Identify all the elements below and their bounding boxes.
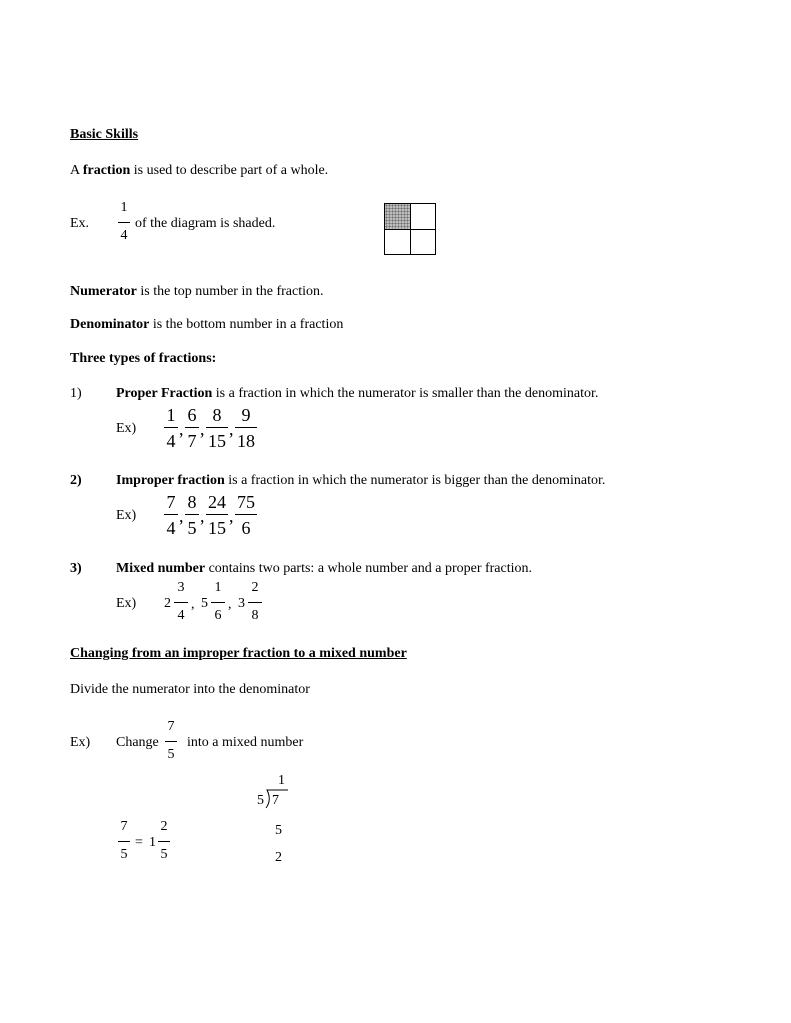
instruction-text: Divide the numerator into the denominator [70,682,310,697]
comma: , [191,597,195,612]
comma: , [179,506,184,526]
fraction: 8 5 [185,493,199,537]
comma: , [179,419,184,439]
type-definition: Mixed number contains two parts: a whole number and a proper fraction. [116,561,533,576]
quotient: 1 [278,773,285,788]
dividend: 7 [272,793,279,808]
fraction: 9 18 [237,405,255,451]
subtracted-value: 5 [275,823,282,838]
numerator-definition: Numerator is the top number in the fraction. [70,284,324,299]
mixed-whole: 1 [149,835,156,850]
fraction: 2 5 [158,820,170,864]
equals-sign: = [135,835,143,850]
type-definition: Improper fraction is a fraction in which the numerator is bigger than the denominator. [116,473,606,488]
intro-sentence: A fraction is used to describe part of a whole. [70,163,329,178]
example-text: of the diagram is shaded. [135,216,276,231]
fraction: 2 8 [248,581,262,625]
page-title: Basic Skills [70,127,139,142]
example-text: into a mixed number [187,735,304,750]
grid-cell [410,229,436,255]
type-number: 2) [70,473,82,488]
shaded-grid-diagram [384,203,436,255]
mixed-whole: 5 [201,596,208,611]
example-label: Ex. [70,216,90,231]
fraction: 7 4 [164,493,178,537]
comma: , [228,597,232,612]
example-label: Ex) [70,735,91,750]
types-heading: Three types of fractions: [70,351,217,366]
fraction: 1 4 [118,201,130,245]
type-number: 1) [70,386,82,401]
fraction: 6 7 [185,406,199,450]
grid-cell [410,204,436,230]
type-definition: Proper Fraction is a fraction in which the numerator is smaller than the denominator. [116,386,599,401]
denominator-definition: Denominator is the bottom number in a fraction [70,317,344,332]
grid-cell [385,229,411,255]
mixed-whole: 2 [164,596,171,611]
example-change-word: Change [116,735,159,750]
fraction: 3 4 [174,581,188,625]
comma: , [229,419,234,439]
fraction: 24 15 [208,492,226,538]
fraction: 75 6 [237,492,255,538]
fraction: 8 15 [208,405,226,451]
comma: , [200,506,205,526]
shaded-cell [385,204,411,230]
section-heading: Changing from an improper fraction to a mixed number [70,646,407,661]
remainder: 2 [275,850,282,865]
fraction: 7 5 [118,820,130,864]
example-label: Ex) [116,508,137,523]
comma: , [229,506,234,526]
divisor: 5 [257,793,264,808]
example-label: Ex) [116,596,137,611]
fraction: 1 6 [211,581,225,625]
comma: , [200,419,205,439]
fraction: 7 5 [165,720,177,764]
type-number: 3) [70,561,82,576]
example-label: Ex) [116,421,137,436]
fraction: 1 4 [164,406,178,450]
mixed-whole: 3 [238,596,245,611]
